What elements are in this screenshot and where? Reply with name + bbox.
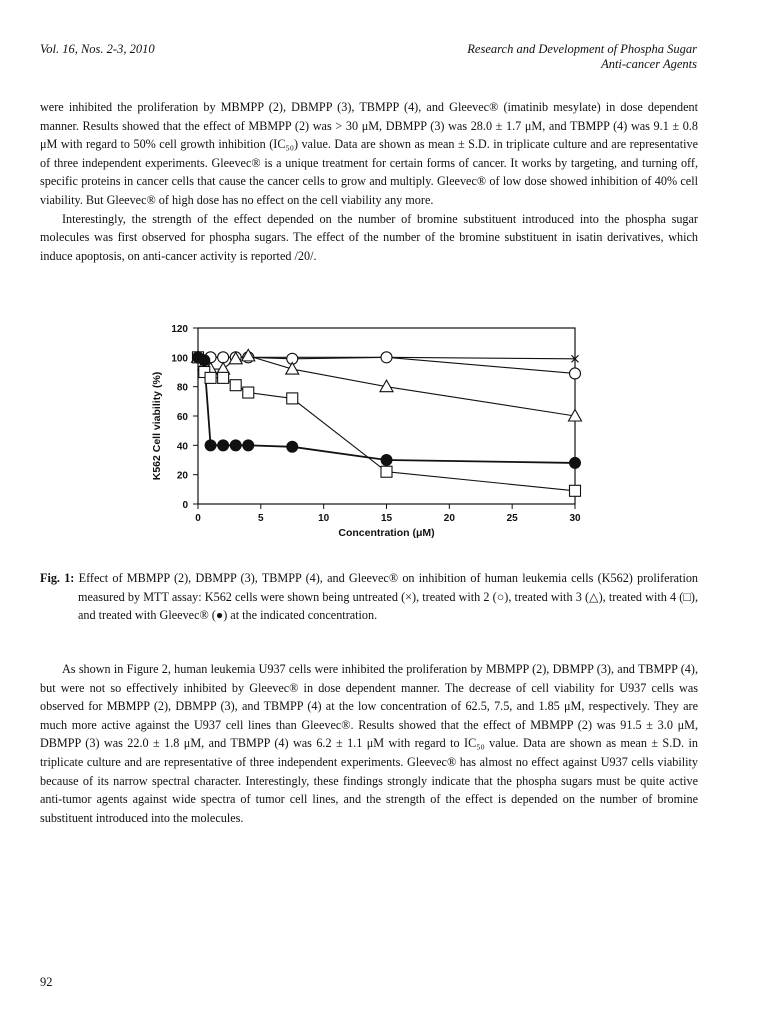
viability-chart: [140, 318, 600, 554]
x-tick-label: 25: [506, 513, 518, 524]
paragraph-1: were inhibited the proliferation by MBMPP (2), DBMPP (3), TBMPP (4), and Gleevec® (imatinib mesylate) in dose dependent manner. Results showed that the effect of MBMPP (2) was > 30 μM, DBMPP (3) was 28.0 ± 1.7 μM, and TBMPP (4) was 9.1 ± 0.8 μM with regard to 50% cell growth inhibition (IC₅₀) value. Data are shown as mean ± S.D. in triplicate culture and are representative of three independent experiments. Gleevec® is a unique treatment for certain forms of cancer. It works by targeting, and turning off, specific proteins in cancer cells that cause the cancer cells to grow and multiply. Gleevec® of low dose showed inhibition of 40% cell viability. But Gleevec® of high dose has no effect on the cell viability any more.: [40, 100, 698, 207]
caption-text: Effect of MBMPP (2), DBMPP (3), TBMPP (4), and Gleevec® on inhibition of human leukemia cells (K562) proliferation measured by MTT assay: K562 cells were shown being untreated (×), treated with 2 (○), treated with 3 (△), treated with 4 (□), and treated with Gleevec® (●) at the indicated concentration.: [78, 571, 699, 623]
x-tick-label: 10: [318, 513, 330, 524]
data-point-filled-circle: [287, 441, 298, 452]
data-point-square: [287, 393, 298, 404]
data-point-square: [218, 372, 229, 383]
data-point-filled-circle: [381, 455, 392, 466]
data-point-filled-circle: [570, 457, 581, 468]
data-point-filled-circle: [230, 440, 241, 451]
series-line-filled-circle: [198, 357, 575, 463]
data-point-square: [570, 485, 581, 496]
y-tick-label: 40: [176, 441, 188, 453]
y-tick-label: 0: [182, 500, 188, 511]
data-point-filled-circle: [205, 440, 216, 451]
running-title-line-2: Anti-cancer Agents: [601, 57, 697, 71]
y-tick-label: 80: [176, 382, 188, 394]
figure-caption: [40, 569, 698, 625]
x-tick-label: 15: [380, 513, 393, 524]
data-point-filled-circle: [199, 355, 210, 366]
data-point-square: [381, 466, 392, 477]
figure-1: [140, 318, 600, 554]
x-tick-label: 0: [195, 513, 201, 524]
y-tick-label: 60: [176, 412, 188, 423]
x-axis-title: Concentration (μM): [338, 527, 435, 539]
x-tick-label: 5: [258, 513, 264, 524]
data-point-square: [205, 372, 216, 383]
data-point-filled-circle: [243, 440, 254, 451]
paragraph-3: As shown in Figure 2, human leukemia U937 cells were inhibited the proliferation by MBMPP (2), DBMPP (3), and TBMPP (4), but were not so effectively inhibited by Gleevec® in dose dependent manner. The decrease of cell viability for U937 cells was observed for MBMPP (2), DBMPP (3), and TBMPP (4) at the low concentration of 62.5, 7.5, and 1.85 μM, respectively. They are much more active against the U937 cell lines than Gleevec®. Results showed that the effect of MBMPP (2) was 91.5 ± 3.0 μM, DBMPP (3) was 22.0 ± 1.8 μM, and TBMPP (4) was 6.2 ± 1.1 μM with regard to IC₅₀ value. Data are shown as mean ± S.D. in triplicate culture and are representative of three independent experiments. Gleevec® has almost no effect against U937 cells viability because of its narrow spectral character. Interestingly, these findings strongly indicate that the phospha sugars must be quite active anti-tumor agents against wide spectra of tumor cell lines, and the strength of the effect is depended on the number of bromine substituent introduced into the molecules.: [40, 662, 698, 825]
y-tick-label: 100: [171, 353, 188, 365]
running-title-line-1: Research and Development of Phospha Sugar: [467, 42, 697, 56]
body-top: [40, 98, 698, 265]
data-point-square: [230, 380, 241, 391]
data-point-filled-circle: [218, 440, 229, 451]
paragraph-2: Interestingly, the strength of the effect depended on the number of bromine substituent introduced into the phospha sugar molecules was first observed for phospha sugars. The effect of the number of the bromine substituent in isatin derivatives, which induce apoptosis, on anti-cancer activity is reported /20/.: [40, 211, 698, 263]
data-point-circle: [218, 352, 229, 363]
data-point-triangle: [286, 363, 299, 375]
y-tick-label: 120: [171, 324, 188, 335]
y-axis-title: K562 Cell viability (%): [151, 371, 163, 481]
running-title: [377, 42, 697, 72]
data-point-circle: [381, 352, 392, 363]
data-point-circle: [570, 368, 581, 379]
x-tick-label: 20: [443, 513, 455, 524]
x-tick-label: 30: [569, 513, 581, 524]
journal-volume: Vol. 16, Nos. 2-3, 2010: [40, 42, 155, 56]
y-tick-label: 20: [176, 470, 188, 482]
data-point-square: [243, 387, 254, 398]
page-number: 92: [40, 975, 53, 989]
caption-label: Fig. 1:: [40, 571, 75, 585]
